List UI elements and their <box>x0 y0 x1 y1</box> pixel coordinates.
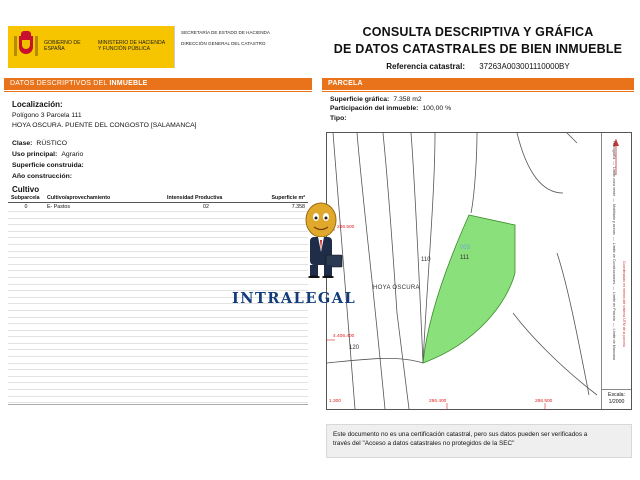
disclaimer-line1: Este documento no es una certificación catastral, pero sus datos pueden ser verificados a <box>333 431 588 438</box>
gov-secretariat-block <box>174 26 316 68</box>
parcel-boundary-line <box>471 133 477 213</box>
table-row <box>8 258 308 265</box>
coord-y-upper: 286.500 <box>337 225 355 230</box>
table-cell <box>44 218 164 225</box>
table-cell <box>248 277 308 284</box>
clase-value: RÚSTICO <box>36 140 67 147</box>
table-cell <box>8 330 44 337</box>
participacion-value: 100,00 % <box>422 105 452 112</box>
table-cell <box>8 390 44 397</box>
table-cell <box>248 396 308 403</box>
table-cell <box>8 264 44 271</box>
table-cell <box>8 304 44 311</box>
table-cell <box>44 330 164 337</box>
legend-items: Hidrografía — Límite zona verde — Mobiliario y aceras — Límite de Construcciones — Límite de Parcela — Límite de Manzana <box>612 141 616 360</box>
table-cell <box>164 383 248 390</box>
document-header <box>0 0 640 76</box>
tipo-field <box>330 115 351 122</box>
table-cell <box>44 350 164 357</box>
table-cell <box>248 357 308 364</box>
table-cell <box>164 370 248 377</box>
coord-x-right: 286.500 <box>535 399 553 404</box>
table-cell <box>44 337 164 344</box>
table-row <box>8 264 308 271</box>
table-cell <box>8 376 44 383</box>
table-cell <box>164 310 248 317</box>
table-header-superficie: Superficie m² <box>248 194 308 203</box>
property-data-panel <box>4 78 312 430</box>
mascot-figure-icon <box>296 200 346 278</box>
map-legend <box>601 133 631 401</box>
neighbor-parcel-120: 120 <box>349 345 360 351</box>
table-row <box>8 218 308 225</box>
parcel-panel <box>322 78 634 447</box>
table-cell: 7.358 <box>248 203 308 212</box>
table-row <box>8 324 308 331</box>
legend-item: Límite de Parcela <box>612 292 616 321</box>
table-cell <box>8 324 44 331</box>
superficie-grafica-label: Superficie gráfica: <box>330 96 390 103</box>
superficie-grafica-field <box>330 96 422 103</box>
table-row <box>8 310 308 317</box>
uso-value: Agrario <box>61 151 84 158</box>
table-cell <box>8 212 44 219</box>
parcel-boundary-line <box>383 133 409 409</box>
table-row <box>8 231 308 238</box>
parcel-section-title: PARCELA <box>328 80 363 87</box>
table-cell <box>8 357 44 364</box>
legend-item: Límite de Manzana <box>612 328 616 360</box>
table-cell <box>44 390 164 397</box>
table-cell <box>164 238 248 245</box>
table-cell <box>164 251 248 258</box>
superficie-grafica-value: 7.358 m2 <box>393 96 422 103</box>
table-cell: 0 <box>8 203 44 212</box>
table-cell: 02 <box>164 203 248 212</box>
property-section-title: DATOS DESCRIPTIVOS DEL <box>10 80 110 87</box>
table-cell <box>44 363 164 370</box>
parcel-boundary-line <box>327 358 423 363</box>
table-header-intensidad: Intensidad Productiva <box>164 194 248 203</box>
scale-box <box>601 389 631 409</box>
gov-secretariat-label: SECRETARÍA DE ESTADO DE HACIENDA <box>181 30 270 35</box>
table-row <box>8 390 308 397</box>
superficie-construida-field <box>12 162 88 169</box>
table-cell <box>44 304 164 311</box>
table-cell <box>8 258 44 265</box>
table-row <box>8 271 308 278</box>
table-cell <box>164 337 248 344</box>
table-cell <box>8 251 44 258</box>
document-title-line1: CONSULTA DESCRIPTIVA Y GRÁFICA <box>362 25 594 39</box>
gov-direction-label: DIRECCIÓN GENERAL DEL CATASTRO <box>181 41 266 47</box>
table-cell <box>164 343 248 350</box>
parcel-number-top: 003 <box>460 245 471 251</box>
table-cell <box>164 258 248 265</box>
table-cell <box>164 376 248 383</box>
anio-construccion-label: Año construcción: <box>12 173 73 180</box>
table-cell <box>248 363 308 370</box>
table-cell <box>248 390 308 397</box>
table-row <box>8 212 308 219</box>
table-cell <box>8 310 44 317</box>
table-cell <box>164 264 248 271</box>
table-cell <box>164 330 248 337</box>
table-row <box>8 343 308 350</box>
gov-country-label: GOBIERNO DE ESPAÑA <box>44 40 81 52</box>
localizacion-line1: Polígono 3 Parcela 111 <box>12 112 82 119</box>
table-row <box>8 350 308 357</box>
table-cell <box>44 258 164 265</box>
table-row <box>8 330 308 337</box>
coord-x-left: 1.300 <box>329 399 342 404</box>
table-cell <box>8 297 44 304</box>
table-cell <box>248 343 308 350</box>
parcel-section-header <box>322 78 634 90</box>
participacion-label: Participación del inmueble: <box>330 105 419 112</box>
table-cell <box>164 218 248 225</box>
table-cell <box>44 271 164 278</box>
table-cell <box>164 277 248 284</box>
table-cell <box>248 330 308 337</box>
table-cell <box>44 291 164 298</box>
clase-field <box>12 140 67 147</box>
legend-item: Hidrografía <box>612 141 616 160</box>
table-row <box>8 317 308 324</box>
property-section-header <box>4 78 312 90</box>
table-cell <box>44 383 164 390</box>
table-cell <box>8 350 44 357</box>
table-cell <box>44 231 164 238</box>
table-row <box>8 238 308 245</box>
table-cell <box>44 244 164 251</box>
table-cell <box>164 324 248 331</box>
table-cell <box>8 244 44 251</box>
table-row <box>8 244 308 251</box>
table-cell <box>164 244 248 251</box>
table-row <box>8 370 308 377</box>
table-cell <box>8 284 44 291</box>
disclaimer-line2: través del "Acceso a datos catastrales no protegidos de la SEC" <box>333 440 515 447</box>
table-cell <box>164 317 248 324</box>
neighbor-parcel-110: 110 <box>421 257 431 263</box>
table-cell <box>164 390 248 397</box>
government-logo-block <box>8 26 316 68</box>
table-cell <box>248 376 308 383</box>
table-cell <box>164 363 248 370</box>
table-cell <box>8 370 44 377</box>
table-cell <box>8 271 44 278</box>
table-cell <box>8 238 44 245</box>
table-cell <box>44 225 164 232</box>
table-cell <box>248 383 308 390</box>
reference-value: 37263A003001110000BY <box>479 62 570 71</box>
reference-row <box>322 62 634 71</box>
table-cell <box>44 376 164 383</box>
table-cell <box>44 212 164 219</box>
table-cell <box>8 277 44 284</box>
table-cell <box>248 370 308 377</box>
table-row <box>8 277 308 284</box>
table-cell <box>44 284 164 291</box>
uso-label: Uso principal: <box>12 151 58 158</box>
table-row <box>8 357 308 364</box>
anio-construccion-field <box>12 173 76 180</box>
table-row <box>8 383 308 390</box>
gov-ministry-label: MINISTERIO DE HACIENDA Y FUNCIÓN PÚBLICA <box>98 40 165 52</box>
table-cell <box>8 317 44 324</box>
localizacion-line2: HOYA OSCURA. PUENTE DEL CONGOSTO [SALAMANCA] <box>12 122 197 129</box>
table-cell <box>44 251 164 258</box>
parcel-boundary-line <box>357 133 385 409</box>
table-cell <box>8 218 44 225</box>
table-cell <box>8 231 44 238</box>
table-cell <box>44 324 164 331</box>
table-row <box>8 376 308 383</box>
participacion-field <box>330 105 451 112</box>
table-row <box>8 363 308 370</box>
localizacion-label: Localización: <box>12 100 63 109</box>
table-cell <box>44 297 164 304</box>
disclaimer-notice <box>326 424 632 458</box>
parcel-map[interactable] <box>326 132 632 410</box>
table-cell <box>8 225 44 232</box>
clase-label: Clase: <box>12 140 33 147</box>
table-row <box>8 337 308 344</box>
table-cell <box>164 396 248 403</box>
table-header-cultivo: Cultivo/aprovechamiento <box>44 194 164 203</box>
table-cell <box>44 277 164 284</box>
document-title-line2: DE DATOS CATASTRALES DE BIEN INMUEBLE <box>333 42 623 56</box>
superficie-construida-label: Superficie construida: <box>12 162 84 169</box>
table-row <box>8 251 308 258</box>
legend-item: Límite de Construcciones <box>612 242 616 285</box>
reference-label: Referencia catastral: <box>386 62 465 71</box>
parcel-boundary-line <box>513 313 597 395</box>
property-section-title-bold: INMUEBLE <box>109 80 148 87</box>
table-header-subparcela: Subparcela <box>8 194 44 203</box>
parcel-map-drawing <box>327 133 603 410</box>
legend-item: Mobiliario y aceras <box>612 204 616 235</box>
table-cell <box>44 238 164 245</box>
tipo-label: Tipo: <box>330 115 347 122</box>
table-cell <box>248 317 308 324</box>
coord-y-lower: 4.406.400 <box>333 334 355 339</box>
table-cell <box>248 324 308 331</box>
parcel-boundary-line <box>517 133 563 193</box>
table-cell <box>164 271 248 278</box>
table-cell <box>248 350 308 357</box>
table-cell <box>164 212 248 219</box>
parcel-boundary-line <box>411 133 423 363</box>
table-cell <box>44 317 164 324</box>
cultivo-table-header <box>8 194 308 203</box>
cultivo-heading: Cultivo <box>12 185 40 194</box>
table-cell <box>44 264 164 271</box>
table-cell <box>44 357 164 364</box>
table-cell <box>164 350 248 357</box>
table-cell <box>44 396 164 403</box>
table-row <box>8 203 308 212</box>
table-row <box>8 225 308 232</box>
place-name-label: HOYA OSCURA <box>373 285 420 291</box>
coord-x-mid: 286.400 <box>429 399 447 404</box>
government-logo <box>8 26 174 68</box>
document-title-block <box>322 24 634 71</box>
table-cell <box>44 370 164 377</box>
parcel-boundary-line <box>567 133 577 143</box>
table-cell <box>248 310 308 317</box>
watermark-logo-text: INTRALEGAL <box>232 290 357 307</box>
parcel-number-bottom: 111 <box>460 255 470 261</box>
table-cell <box>8 337 44 344</box>
legend-coords-note: Coordenadas en metros del sistema UTM de la parcela <box>622 261 626 347</box>
scale-label: Escala: <box>607 392 625 398</box>
legend-item: Límite zona verde <box>612 167 616 197</box>
table-cell <box>8 363 44 370</box>
table-cell <box>44 310 164 317</box>
uso-field <box>12 151 83 158</box>
table-cell <box>248 337 308 344</box>
table-cell <box>8 343 44 350</box>
parcel-boundary-line <box>557 253 589 395</box>
table-cell <box>164 231 248 238</box>
table-cell <box>164 225 248 232</box>
table-cell <box>8 291 44 298</box>
table-cell <box>8 383 44 390</box>
parcel-polygon-highlight <box>423 215 515 363</box>
scale-value: 1/2000 <box>608 399 625 405</box>
table-row <box>8 396 308 403</box>
coat-of-arms-icon <box>14 30 38 60</box>
table-cell <box>44 343 164 350</box>
table-cell <box>8 396 44 403</box>
table-cell: E- Pastos <box>44 203 164 212</box>
table-cell <box>164 357 248 364</box>
